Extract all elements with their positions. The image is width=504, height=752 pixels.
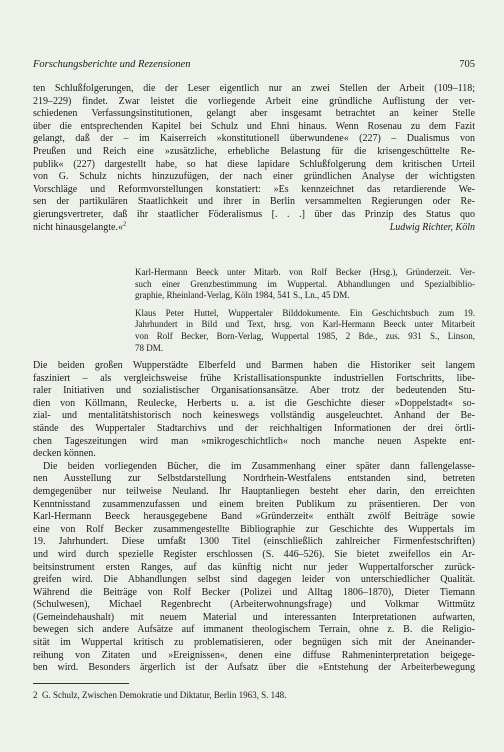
text-line: Die beiden großen Wupperstädte Elberfeld und Barmen haben die Historiker seit langem (33, 360, 475, 371)
text-line: stände des Wuppertaler Stadtarchivs und der reichhaltigen Informationen der drei örtli- (33, 422, 475, 434)
text-line: zial- und mentalitätshistorisch noch keineswegs vollständig ausgeleuchtet. Anhand der Be- (33, 410, 475, 422)
reference-line: von Rolf Becker, Born-Verlag, Wuppertal 1985, 2 Bde., zus. 931 S., Linson, (135, 330, 475, 341)
text-line: von G. Schulz nichts hinzuzufügen, der nach einer gründlichen Analyse der wichtigsten (33, 171, 475, 183)
text-line: reihung von Zitaten und »Ereignissen«, denen eine diffuse Rahmeninterpretation beigege- (33, 649, 475, 661)
footnote-text: G. Schulz, Zwischen Demokratie und Diktatur, Berlin 1963, S. 148. (42, 690, 287, 700)
text-line: über die entsprechenden Kapitel bei Schulz und Ehni hinaus. Wenn Rosenau zu dem Fazit (33, 120, 475, 132)
text-line: und wird durch spezielle Register erschlossen (S. 446–526). Sie bietet zweifellos ein Ar- (33, 548, 475, 560)
text-line: decken können. (33, 448, 96, 460)
text-line: (Gemeindehaushalt) mit neuem Material und interessanten Interpretationen aufwarten, (33, 611, 475, 623)
text-line: Vorschläge und Reformvorstellungen konstatiert: »Es kennzeichnet das retardierende We- (33, 183, 475, 195)
text-line: ten Schlußfolgerungen, die der Leser eigentlich nur an zwei Stellen der Arbeit (109–118; (33, 83, 475, 94)
footnote-reference: 2 (122, 220, 127, 228)
reviewer-signature: Ludwig Richter, Köln (389, 221, 475, 233)
closing-text: nicht hinausgelangte.«$^2$ (33, 220, 127, 233)
text-line: dien von Köllmann, Reulecke, Herberts u. a. ist die Geschichte dieser »Doppelstadt« so- (33, 397, 475, 409)
page-number: 705 (459, 59, 475, 70)
bibliographic-entry (135, 267, 475, 302)
text-line: Die beiden vorliegenden Bücher, die im Zusammenhang einer später dann fallengelasse- (43, 460, 475, 472)
text-line: eine von Rolf Becker zusammengestellte Bibliographie zur Geschichte des Wuppertals im (33, 523, 475, 535)
bibliographic-entry (135, 308, 475, 354)
text-line: Karl-Hermann Beeck herausgegebene Band »Gründerzeit« enthält zwölf Beiträge sowie (33, 511, 475, 523)
reference-line: 78 DM. (135, 342, 164, 353)
running-title: Forschungsberichte und Rezensionen (33, 59, 191, 70)
footnote-number: 2 (33, 690, 38, 700)
text-line: gierungsvertreter, daß ihr staatlicher Föderalismus [. . .] über das Prinzip des Status quo (33, 208, 475, 220)
text-line: schiedenen Verfassungsinstitutionen, gelangt aber insgesamt betrachtet an keiner Stelle (33, 108, 475, 120)
reference-line: Jahrhundert in Bild und Text, hrsg. von Karl-Hermann Beeck unter Mitarbeit (135, 319, 475, 330)
text-line: demgegenüber nur teilweise Neuland. Ihr Hauptanliegen besteht eher darin, den erreichten (33, 485, 475, 497)
footnote (33, 689, 475, 701)
text-line: 219–229) findet. Zwar leistet die vorliegende Arbeit eine gründliche Auflistung der ver- (33, 95, 475, 107)
footnote-divider (33, 683, 129, 684)
text-line: sen der partikulären Staatlichkeit und ihrer in Berlin versammelten Regierungen oder Re- (33, 196, 475, 208)
text-line: bewegen sich andere Aufsätze auf immanent theologischem Terrain, ohne z. B. die Religio- (33, 624, 475, 636)
text-line: sität im Wuppertal kritisch zu problematisieren, oder begnügen sich mit der Aneinander- (33, 637, 475, 649)
reference-line: such einer Grenzbestimmung im Wuppertal. Abhandlungen und Spezialbiblio- (135, 278, 475, 289)
text-line: Preußen und Reich eine »zusätzliche, erhebliche Belastung für die krisengeschüttelte Re- (33, 145, 475, 157)
text-line: Während die Beiträge von Rolf Becker (Polizei und Alltag 1806–1870), Dieter Tiemann (33, 586, 475, 598)
reference-line: Klaus Peter Huttel, Wuppertaler Bilddokumente. Ein Geschichtsbuch zum 19. (135, 307, 475, 318)
text-line: greifen wird. Die Abhandlungen selbst sind dagegen leider von unterschiedlicher Qualität. (33, 574, 475, 586)
text-line: ben wird. Besonders ärgerlich ist der Aufsatz über die »Entstehung der Arbeiterbewegung (33, 662, 475, 674)
text-line: (Schulwesen), Michael Regenbrecht (Arbeiterwohnungsfrage) und Volkmar Wittmütz (33, 599, 475, 611)
text-line: gelangt, daß der – im Kaiserreich »konstitutionell überwundene« (227) – Dualismus von (33, 133, 475, 145)
reference-line: Karl-Hermann Beeck unter Mitarb. von Rolf Becker (Hrsg.), Gründerzeit. Ver- (135, 267, 475, 277)
text-line-with-signature (33, 222, 475, 235)
text-line: 19. Jahrhundert. Diese umfaßt 1300 Titel (einschließlich zahlreicher Firmenfestschriften) (33, 536, 475, 548)
reviewed-works (135, 267, 475, 360)
page-header (33, 58, 475, 72)
text-line: publik« (227) dargestellt habe, so hat diese lapidare Schlußfolgerung dem kritischen Urteil (33, 158, 475, 170)
text-line: nen Ausstellung zur Selbstdarstellung Nordrhein-Westfalens entstanden sind, betreten (33, 473, 475, 485)
paragraph (33, 461, 475, 675)
review-body (33, 360, 475, 675)
text-line: beitsinstrument ersten Ranges, auf das künftig nicht nur jeder Wuppertalforscher zurück- (33, 561, 475, 573)
reference-line: graphie, Rheinland-Verlag, Köln 1984, 541 S., Ln., 45 DM. (135, 290, 350, 301)
text-line: raler Initiativen und sozialistischer Organisationsansätze. Aber trotz der bedeutenden Stu- (33, 385, 475, 397)
paragraph (33, 360, 475, 461)
text-line: chen Tageszeitungen wird man »mikrogeschichtlich« noch manche neuen Aspekte ent- (33, 435, 475, 447)
text-line: Kenntnisstand zusammenzufassen und einem breiten Publikum zu präsentieren. Der von (33, 498, 475, 510)
text-line: fasziniert – als vergleichsweise frühe Kristallisationspunkte industriellen Fortschritts, libe- (33, 372, 475, 384)
review-conclusion (33, 83, 475, 234)
